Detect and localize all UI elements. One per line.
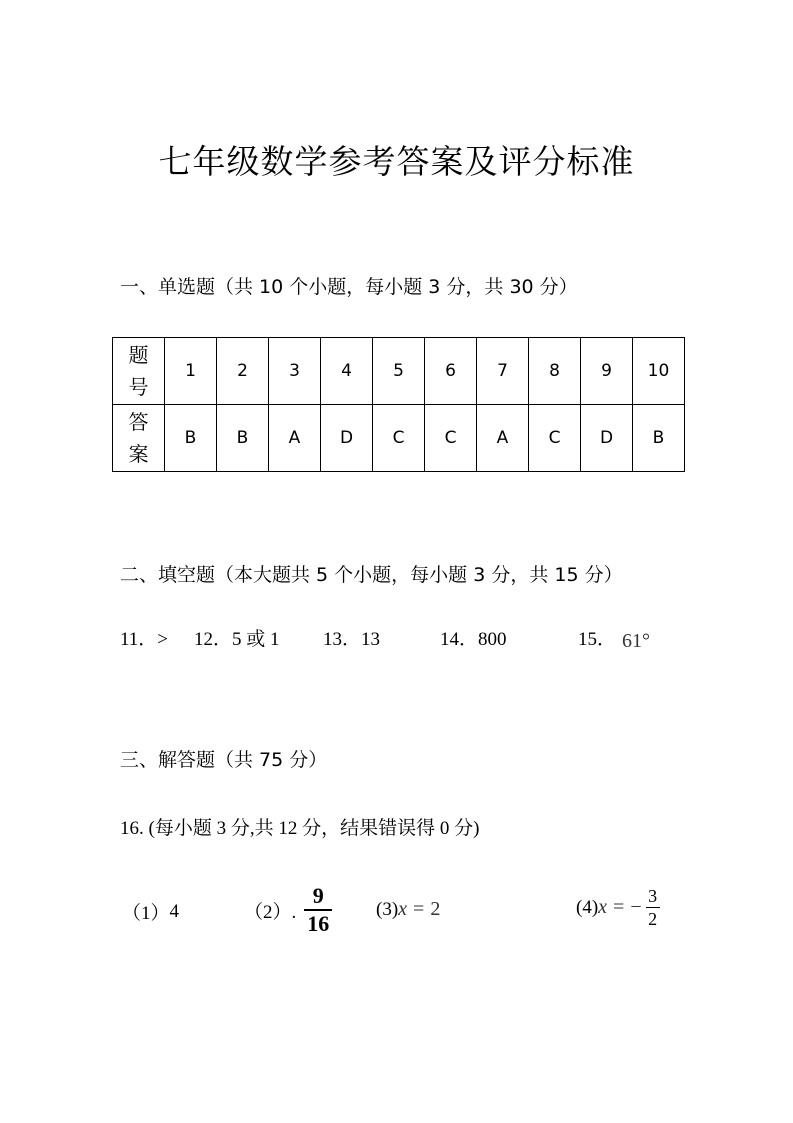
answer-cell: C (529, 405, 581, 472)
answer-cell: A (269, 405, 321, 472)
question-number-cell: 3 (269, 338, 321, 405)
question-number-cell: 8 (529, 338, 581, 405)
question-number-cell: 10 (633, 338, 685, 405)
fill-item-11: 11．> (120, 629, 169, 650)
q16-part-1: （1） 4 (122, 900, 180, 924)
fill-item-14: 14．800 (440, 629, 507, 650)
question-number-cell: 7 (477, 338, 529, 405)
table-row-answers (113, 405, 685, 472)
question-number-cell: 5 (373, 338, 425, 405)
question-16-answers (0, 884, 793, 944)
fill-item-13: 13．13 (323, 629, 381, 650)
q16-part-3: (3) x = 2 (376, 898, 441, 920)
fill-item-12: 12．5 或 1 (194, 629, 280, 650)
answer-cell: B (217, 405, 269, 472)
q16-part-4: (4) x = − $\frac{3}{2}$ (576, 886, 660, 929)
answer-cell: D (321, 405, 373, 472)
question-number-cell: 4 (321, 338, 373, 405)
page-title: 七年级数学参考答案及评分标准 (158, 142, 635, 181)
fraction-3-2: $\frac{3}{2}$ (646, 886, 660, 929)
answer-cell: C (425, 405, 477, 472)
question-number-cell: 2 (217, 338, 269, 405)
question-16-heading: 16. (每小题 3 分,共 12 分，结果错误得 0 分) (120, 818, 480, 839)
table-row-numbers (113, 338, 685, 405)
row-header-number: 题 号 (113, 338, 165, 405)
section-heading-fill-in: 二、填空题（本大题共 5 个小题，每小题 3 分，共 15 分） (120, 564, 623, 586)
question-number-cell: 6 (425, 338, 477, 405)
answer-cell: A (477, 405, 529, 472)
answer-cell: C (373, 405, 425, 472)
answer-table (112, 337, 685, 472)
answer-cell: D (581, 405, 633, 472)
answer-cell: B (633, 405, 685, 472)
question-number-cell: 9 (581, 338, 633, 405)
fraction-9-16: $\frac{9}{16}$ (304, 884, 332, 936)
answer-cell: B (165, 405, 217, 472)
section-heading-solutions: 三、解答题（共 75 分） (120, 749, 328, 771)
q16-part-2: （2）. $\frac{9}{16}$ (244, 884, 332, 936)
section-heading-multiple-choice: 一、单选题（共 10 个小题，每小题 3 分，共 30 分） (120, 276, 578, 298)
question-number-cell: 1 (165, 338, 217, 405)
row-header-answer: 答 案 (113, 405, 165, 472)
fill-item-15: 15． 61° (578, 629, 651, 652)
